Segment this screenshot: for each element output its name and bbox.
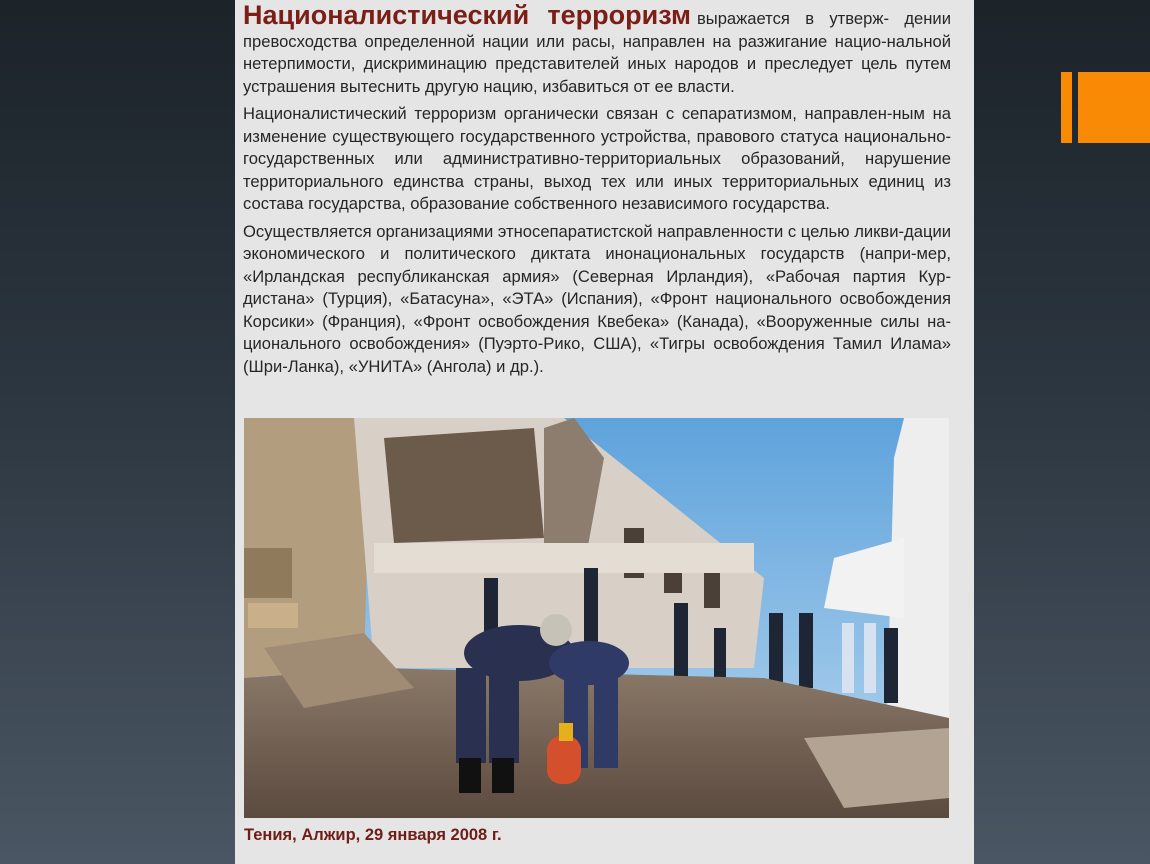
news-photo	[244, 418, 949, 818]
paragraph-3: Осуществляется организациями этносепаратистской направленности с целью ликви-дации экономического и политического диктата инонациональных государств (напри-мер, «Ирландская республиканская армия» (Северная Ирландия), «Рабочая партия Кур-дистана» (Турция), «Батасуна», «ЭТА» (Испания), «Фронт национального освобождения Корсики» (Франция), «Фронт освобождения Квебека» (Канада), «Вооруженные силы на-ционального освобождения» (Пуэрто-Рико, США), «Тигры освобождения Тамил Илама» (Шри-Ланка), «УНИТА» (Ангола) и др.).	[243, 221, 951, 376]
paragraph-1	[243, 0, 951, 98]
paragraph-2: Националистический терроризм органически связан с сепаратизмом, направлен-ным на изменение существующего государственного устройства, правового статуса национально-государственных или административно-территориальных образований, нарушение территориального единства страны, выход тех или иных территориальных единиц из состава государства, образование собственного независимого государства.	[243, 104, 951, 213]
photo-caption: Тения, Алжир, 29 января 2008 г.	[244, 826, 502, 844]
body-text	[243, 0, 951, 383]
accent-box	[1078, 72, 1150, 143]
paragraph-1-rest: дении превосходства определенной нации или расы, направлен на разжигание нацио-нальной нетерпимости, дискриминацию представителей иных народов и преследует цель путем устрашения вытеснить другую нацию, избавиться от ее власти.	[243, 9, 951, 96]
lead-text: выражается в утверж-	[696, 9, 889, 28]
headline: Националистический терроризм	[243, 0, 691, 30]
document-page	[235, 0, 974, 864]
accent-bar	[1061, 72, 1072, 143]
